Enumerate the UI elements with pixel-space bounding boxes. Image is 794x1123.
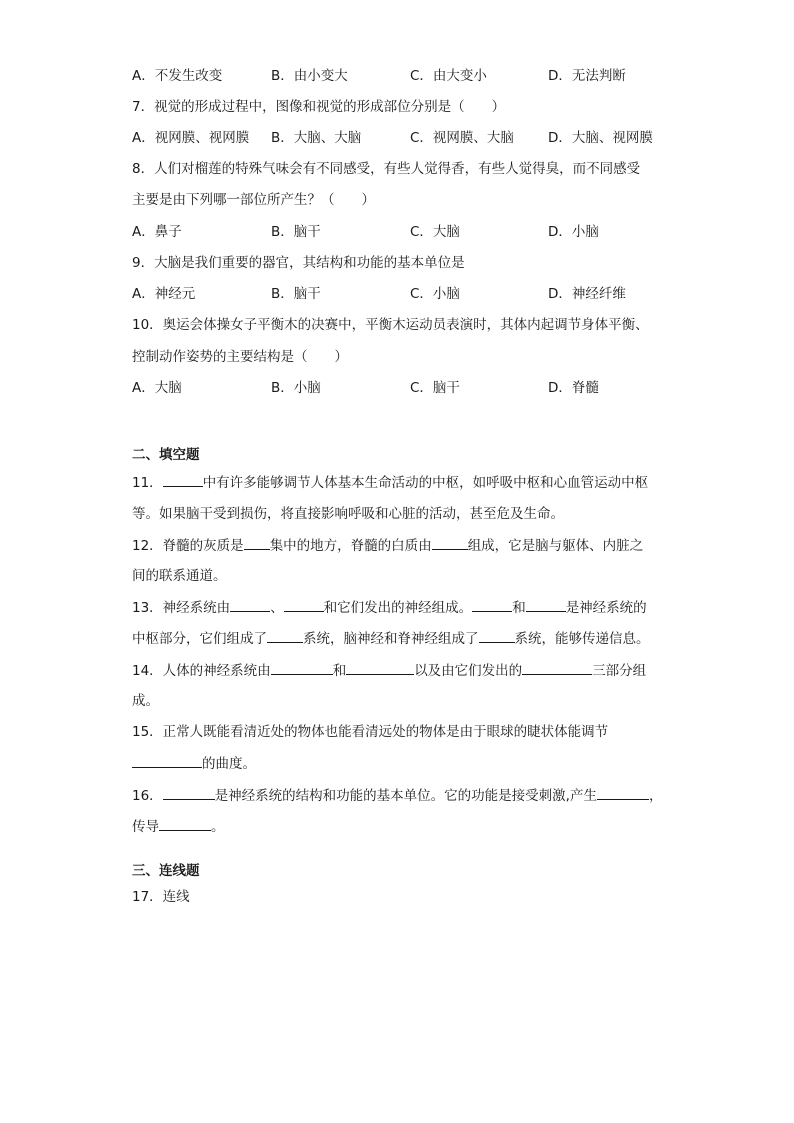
q13-text-l2a: 中枢部分，它们组成了 [132,631,267,647]
q14-line1 [132,661,646,680]
q13-text-b: 、 [270,600,284,616]
q16-text-c: ， [648,788,663,804]
q12-blank-2[interactable] [432,536,468,550]
q9-option-d: D．神经纤维 [548,286,626,302]
q13-blank-1[interactable] [230,598,270,612]
q15-text: 的曲度。 [202,756,256,772]
q10-option-c: C．脑干 [410,380,460,396]
q16-text-l2b: 。 [211,819,225,835]
q16-line1 [132,786,662,805]
q13-blank-5[interactable] [267,629,303,643]
q13-blank-6[interactable] [479,629,515,643]
q6-option-d: D．无法判断 [548,68,626,84]
q17-stem: 17．连线 [132,889,190,905]
q16-blank-2[interactable] [597,786,649,800]
q10-option-b: B．小脑 [271,380,321,396]
q8-stem-line1: 8．人们对榴莲的特殊气味会有不同感受，有些人觉得香，有些人觉得臭，而不同感受 [132,161,641,177]
q11-blank-1[interactable] [163,473,203,487]
q12-text-c: 组成，它是脑与躯体、内脏之 [467,538,644,554]
q6-option-c: C．由大变小 [410,68,487,84]
q7-option-b: B．大脑、大脑 [271,130,362,146]
q16-blank-1[interactable] [163,786,215,800]
q13-line2 [132,629,650,648]
q15-blank-1[interactable] [132,754,202,768]
q8-option-a: A．鼻子 [132,224,182,240]
q13-text-c: 和它们发出的神经组成。 [323,600,473,616]
q14-text-a: 14．人体的神经系统由 [132,663,271,679]
q12-text-a: 12．脊髓的灰质是 [132,538,244,554]
q13-line1 [132,598,647,617]
q16-text-b: 是神经系统的结构和功能的基本单位。它的功能是接受刺激,产生 [214,788,597,804]
q9-stem: 9．大脑是我们重要的器官，其结构和功能的基本单位是 [132,255,465,271]
q7-option-a: A．视网膜、视网膜 [132,130,250,146]
q14-blank-3[interactable] [522,661,592,675]
q15-line2 [132,754,256,773]
q8-stem-line2: 主要是由下列哪一部位所产生？（ ） [132,192,375,208]
q16-blank-3[interactable] [159,817,211,831]
q14-blank-2[interactable] [346,661,414,675]
q12-line1 [132,536,643,555]
q12-text-b: 集中的地方，脊髓的白质由 [269,538,432,554]
q8-option-d: D．小脑 [548,224,599,240]
q16-text-l2a: 传导 [132,819,159,835]
q9-option-c: C．小脑 [410,286,460,302]
q6-option-b: B．由小变大 [271,68,348,84]
q14-text-b: 和 [332,663,347,679]
q9-option-b: B．脑干 [271,286,321,302]
q7-option-d: D．大脑、视网膜 [548,130,653,146]
q13-text-e: 是神经系统的 [565,600,647,616]
q13-blank-4[interactable] [526,598,566,612]
q12-blank-1[interactable] [244,536,270,550]
q8-option-c: C．大脑 [410,224,460,240]
q13-blank-2[interactable] [284,598,324,612]
q10-stem-line1: 10．奥运会体操女子平衡木的决赛中，平衡木运动员表演时，其体内起调节身体平衡、 [132,317,649,333]
q7-option-c: C．视网膜、大脑 [410,130,514,146]
q7-stem: 7．视觉的形成过程中，图像和视觉的形成部位分别是（ ） [132,99,506,115]
q14-text-c: 以及由它们发出的 [414,663,523,679]
q12-line2: 间的联系通道。 [132,568,227,584]
q10-stem-line2: 控制动作姿势的主要结构是（ ） [132,349,348,365]
q11-line2: 等。如果脑干受到损伤，将直接影响呼吸和心脏的活动，甚至危及生命。 [132,506,564,522]
q6-option-a: A．不发生改变 [132,68,223,84]
q8-option-b: B．脑干 [271,224,321,240]
q11-text-1: 中有许多能够调节人体基本生命活动的中枢，如呼吸中枢和心血管运动中枢 [202,475,649,491]
q13-text-l2b: 系统，脑神经和脊神经组成了 [303,631,479,647]
q13-text-d: 和 [512,600,526,616]
q14-blank-1[interactable] [271,661,333,675]
q13-blank-3[interactable] [472,598,512,612]
q14-text-d: 三部分组 [592,663,647,679]
q14-line2: 成。 [132,693,159,709]
q11-number: 11． [132,475,163,491]
q13-text-a: 13．神经系统由 [132,600,231,616]
q9-option-a: A．神经元 [132,286,196,302]
q16-text-a: 16． [132,788,163,804]
q15-line1: 15．正常人既能看清近处的物体也能看清远处的物体是由于眼球的睫状体能调节 [132,724,609,740]
section-matching-title: 三、连线题 [132,863,200,879]
section-fill-in-title: 二、填空题 [132,447,200,463]
q11-line1 [132,473,648,492]
q10-option-d: D．脊髓 [548,380,599,396]
q16-line2 [132,817,225,836]
q13-text-l2c: 系统，能够传递信息。 [514,631,650,647]
q10-option-a: A．大脑 [132,380,182,396]
